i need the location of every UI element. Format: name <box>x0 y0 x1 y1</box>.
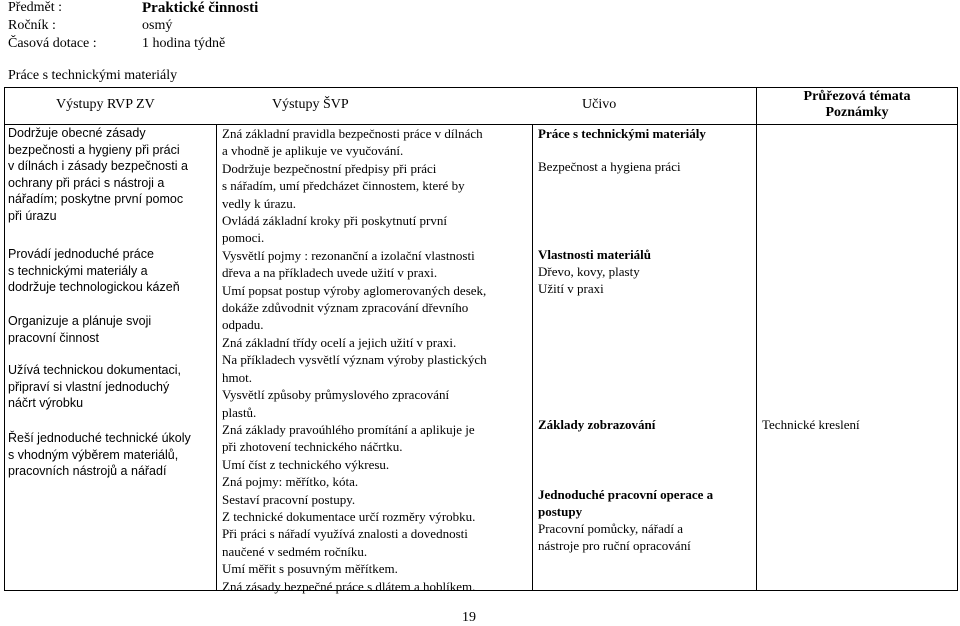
rvp-output-line: s technickými materiály a <box>8 263 148 278</box>
svp-output-line: Sestaví pracovní postupy. <box>222 491 356 507</box>
curriculum-text: nástroje pro ruční opracování <box>538 538 691 553</box>
curriculum-text: Dřevo, kovy, plasty <box>538 264 640 279</box>
rvp-output-4 <box>8 362 181 412</box>
curriculum-text: Užití v praxi <box>538 281 604 296</box>
svp-output-line: s nářadím, umí předcházet činnostem, které by <box>222 178 465 194</box>
table-top-border <box>4 87 958 88</box>
svp-output-line: Umí popsat postup výroby aglomerovaných desek, <box>222 282 487 298</box>
rvp-output-3 <box>8 313 151 346</box>
svp-output-line: naučené v sedmém ročníku. <box>222 543 368 559</box>
curriculum-text: Bezpečnost a hygiena práci <box>538 159 681 174</box>
svp-output-line: Při práci s nářadí využívá znalosti a dovednosti <box>222 526 468 542</box>
svp-output-line: dokáže zdůvodnit význam zpracování dřevního <box>222 300 469 316</box>
svp-output-line: odpadu. <box>222 317 264 333</box>
svp-output-line: pomoci. <box>222 230 265 246</box>
svp-output-line: Umí číst z technického výkresu. <box>222 456 390 472</box>
column-header-rvp: Výstupy RVP ZV <box>56 97 155 112</box>
table-right-border <box>957 87 958 591</box>
table-left-border <box>4 87 5 591</box>
svp-output-line: Z technické dokumentace určí rozměry výrobku. <box>222 508 476 524</box>
curriculum-block-2 <box>538 246 651 297</box>
page-number: 19 <box>462 610 476 625</box>
svp-output-line: Dodržuje bezpečnostní předpisy při práci <box>222 160 437 176</box>
rvp-output-line: s vhodným výběrem materiálů, <box>8 447 179 462</box>
curriculum-title: Práce s technickými materiály <box>538 126 706 141</box>
svp-output-line: Vysvětlí pojmy : rezonanční a izolační vlastnosti <box>222 247 475 263</box>
svp-output-line: Na příkladech vysvětlí význam výroby plastických <box>222 352 487 368</box>
column-divider-3 <box>756 87 757 591</box>
rvp-output-line: náčrt výrobku <box>8 396 84 410</box>
rvp-output-line: při úrazu <box>8 208 57 223</box>
svp-output-line: Zná základní pravidla bezpečnosti práce v dílnách <box>222 126 483 141</box>
svp-output-line: a vhodně je aplikuje ve vyučování. <box>222 143 404 159</box>
svp-output-line: při zhotovení technického náčrtku. <box>222 439 403 455</box>
rvp-output-line: Užívá technickou dokumentaci, <box>8 363 182 377</box>
rvp-output-line: bezpečnosti a hygieny při práci <box>8 142 180 157</box>
time-allocation-label: Časová dotace : <box>8 36 97 51</box>
rvp-output-line: pracovních nástrojů a nářadí <box>8 464 167 478</box>
rvp-output-line: Provádí jednoduché práce <box>8 247 154 261</box>
grade-label: Ročník : <box>8 18 56 33</box>
rvp-output-line: nářadím; poskytne první pomoc <box>8 192 184 206</box>
notes-heading: Poznámky <box>825 105 889 120</box>
column-divider-2 <box>532 124 533 591</box>
cross-topics-heading: Průřezová témata <box>803 89 911 104</box>
curriculum-title: Základy zobrazování <box>538 417 656 432</box>
svp-output-line: vedly k úrazu. <box>222 195 297 211</box>
column-header-cross-topics <box>758 89 956 121</box>
column-header-curriculum: Učivo <box>582 97 617 112</box>
curriculum-block-4 <box>538 486 713 554</box>
curriculum-title: Jednoduché pracovní operace a <box>538 487 714 502</box>
time-allocation-value: 1 hodina týdně <box>142 36 226 51</box>
rvp-output-line: dodržuje technologickou kázeň <box>8 280 180 294</box>
rvp-output-line: v dílnách i zásady bezpečnosti a <box>8 159 188 173</box>
rvp-output-line: ochrany při práci s nástroji a <box>8 175 165 190</box>
rvp-output-2 <box>8 246 180 296</box>
cross-topic-1: Technické kreslení <box>762 417 860 432</box>
svp-output-line: dřeva a na příkladech uvede užití v praxi. <box>222 265 438 281</box>
svp-output-line: Ovládá základní kroky při poskytnutí první <box>222 213 447 229</box>
curriculum-block-3 <box>538 416 655 433</box>
svp-output-line: Zná základy pravoúhlého promítání a aplikuje je <box>222 421 475 437</box>
rvp-output-1 <box>8 125 188 224</box>
curriculum-text: Pracovní pomůcky, nářadí a <box>538 521 683 536</box>
curriculum-block-1 <box>538 125 706 175</box>
rvp-output-line: připraví si vlastní jednoduchý <box>8 379 170 394</box>
svp-output-line: Zná pojmy: měřítko, kóta. <box>222 474 359 490</box>
svp-output-line: Zná základní třídy ocelí a jejich užití v praxi. <box>222 334 457 350</box>
svp-output-line: Zná zásady bezpečné práce s dlátem a hoblíkem. <box>222 578 476 594</box>
rvp-output-line: Řeší jednoduché technické úkoly <box>8 431 191 445</box>
svp-output-line: Vysvětlí způsoby průmyslového zpracování <box>222 387 450 403</box>
svp-output-line: plastů. <box>222 404 257 420</box>
rvp-output-line: Organizuje a plánuje svoji <box>8 314 152 328</box>
subject-value: Praktické činnosti <box>142 0 259 16</box>
grade-value: osmý <box>142 18 173 33</box>
rvp-output-5 <box>8 430 191 480</box>
svp-output-line: Umí měřit s posuvným měřítkem. <box>222 561 398 577</box>
curriculum-title: postupy <box>538 504 583 519</box>
column-header-svp: Výstupy ŠVP <box>272 97 349 112</box>
section-heading: Práce s technickými materiály <box>8 68 178 83</box>
rvp-output-line: pracovní činnost <box>8 330 100 345</box>
svp-outputs <box>222 125 530 595</box>
svp-output-line: hmot. <box>222 369 252 385</box>
column-divider-1 <box>216 124 217 591</box>
subject-label: Předmět : <box>8 0 63 15</box>
rvp-output-line: Dodržuje obecné zásady <box>8 126 146 140</box>
curriculum-title: Vlastnosti materiálů <box>538 247 652 262</box>
